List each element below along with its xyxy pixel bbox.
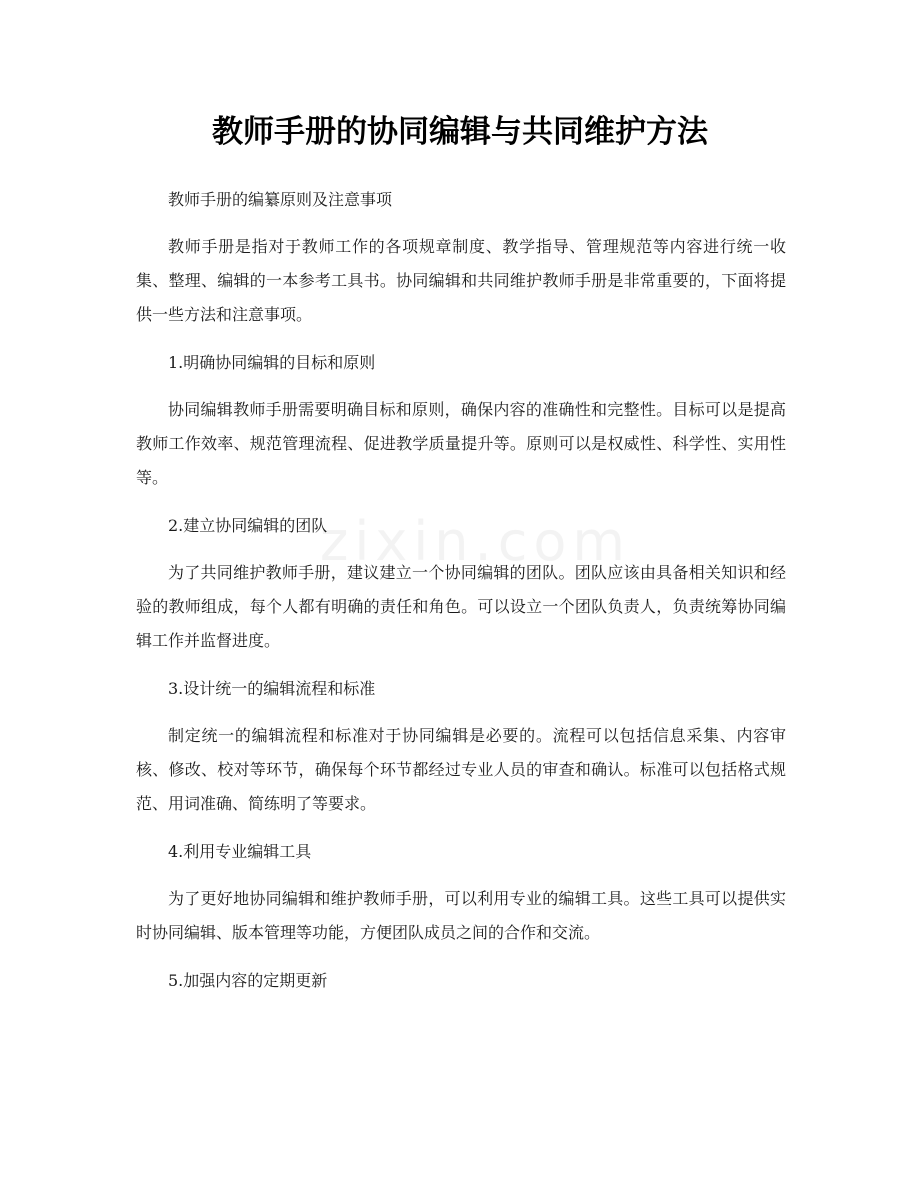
section-heading-3: 3.设计统一的编辑流程和标准: [168, 679, 376, 698]
section-body-4: 为了更好地协同编辑和维护教师手册，可以利用专业的编辑工具。这些工具可以提供实时协同编辑、版本管理等功能，方便团队成员之间的合作和交流。: [136, 889, 786, 942]
section-body-2: 为了共同维护教师手册，建议建立一个协同编辑的团队。团队应该由具备相关知识和经验的教师组成，每个人都有明确的责任和角色。可以设立一个团队负责人，负责统筹协同编辑工作并监督进度。: [136, 563, 786, 650]
section-heading-4: 4.利用专业编辑工具: [168, 842, 312, 861]
document-body: [136, 183, 786, 998]
intro-paragraph: 教师手册是指对于教师工作的各项规章制度、教学指导、管理规范等内容进行统一收集、整理、编辑的一本参考工具书。协同编辑和共同维护教师手册是非常重要的，下面将提供一些方法和注意事项。: [136, 237, 786, 324]
section-body-1: 协同编辑教师手册需要明确目标和原则，确保内容的准确性和完整性。目标可以是提高教师工作效率、规范管理流程、促进教学质量提升等。原则可以是权威性、科学性、实用性等。: [136, 400, 786, 487]
watermark: zixin.com: [320, 510, 632, 573]
section-heading-1: 1.明确协同编辑的目标和原则: [168, 353, 376, 372]
document-subtitle: 教师手册的编纂原则及注意事项: [168, 190, 393, 209]
document-title: 教师手册的协同编辑与共同维护方法: [212, 114, 708, 150]
section-body-3: 制定统一的编辑流程和标准对于协同编辑是必要的。流程可以包括信息采集、内容审核、修改、校对等环节，确保每个环节都经过专业人员的审查和确认。标准可以包括格式规范、用词准确、简练明了等要求。: [136, 726, 786, 813]
section-heading-2: 2.建立协同编辑的团队: [168, 516, 328, 535]
section-heading-5: 5.加强内容的定期更新: [168, 971, 328, 990]
